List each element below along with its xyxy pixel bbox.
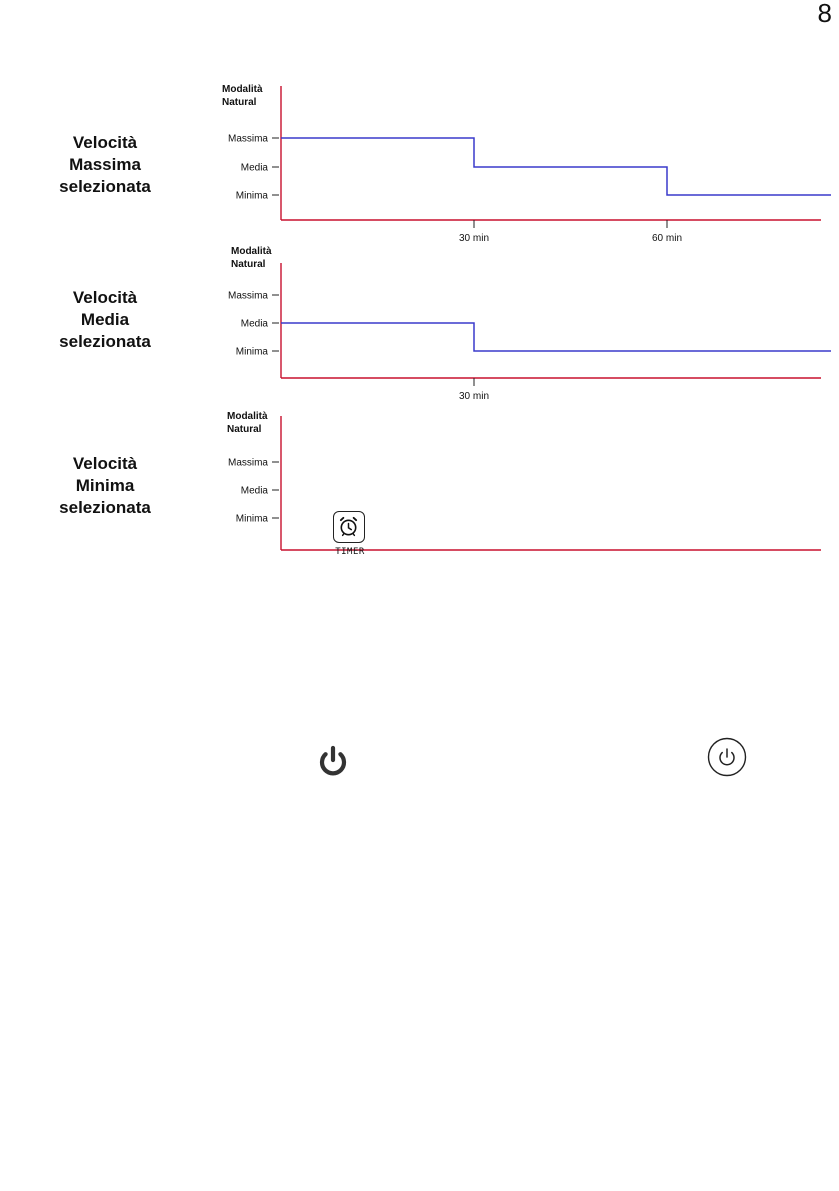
block-label-line: Minima — [75, 476, 135, 495]
block-label-line: Massima — [69, 155, 141, 174]
speed-charts — [200, 80, 830, 525]
series-line — [281, 323, 831, 351]
power-circle-icon — [707, 737, 747, 777]
y-tick-label: Media — [240, 485, 268, 497]
y-axis-title: Natural — [227, 424, 262, 435]
block-label-line: Velocità — [72, 133, 138, 152]
timer-caption: TIMER — [335, 547, 365, 557]
series-line — [281, 138, 831, 195]
alarm-clock-icon — [334, 512, 363, 541]
y-axis-title: Modalità — [222, 84, 263, 95]
speed-charts-svg — [200, 80, 830, 525]
timer-icon-frame — [333, 511, 365, 543]
block-label-line: selezionata — [59, 177, 151, 196]
y-axis-title: Modalità — [227, 411, 268, 422]
y-tick-label: Massima — [227, 133, 268, 145]
block-label-minima — [40, 453, 170, 517]
y-tick-label: Media — [240, 318, 268, 330]
y-tick-label: Minima — [235, 513, 268, 525]
x-tick-label: 60 min — [651, 233, 683, 244]
y-tick-label: Media — [240, 162, 268, 174]
block-label-line: selezionata — [59, 332, 151, 351]
block-label-line: Media — [80, 310, 130, 329]
y-tick-label: Massima — [227, 457, 268, 469]
page-number: 8 — [817, 0, 832, 28]
block-label-line: Velocità — [72, 454, 138, 473]
y-tick-label: Massima — [227, 290, 268, 302]
y-tick-label: Minima — [235, 190, 268, 202]
y-tick-label: Minima — [235, 346, 268, 358]
power-icon — [315, 743, 351, 779]
x-tick-label: 30 min — [458, 391, 490, 402]
y-axis-title: Modalità — [231, 246, 272, 257]
block-label-line: selezionata — [59, 498, 151, 517]
x-tick-label: 30 min — [458, 233, 490, 244]
block-label-line: Velocità — [72, 288, 138, 307]
timer-icon — [333, 511, 367, 559]
y-axis-title: Natural — [222, 97, 257, 108]
block-label-media — [40, 287, 170, 353]
block-label-massima — [40, 132, 170, 198]
y-axis-title: Natural — [231, 259, 266, 270]
